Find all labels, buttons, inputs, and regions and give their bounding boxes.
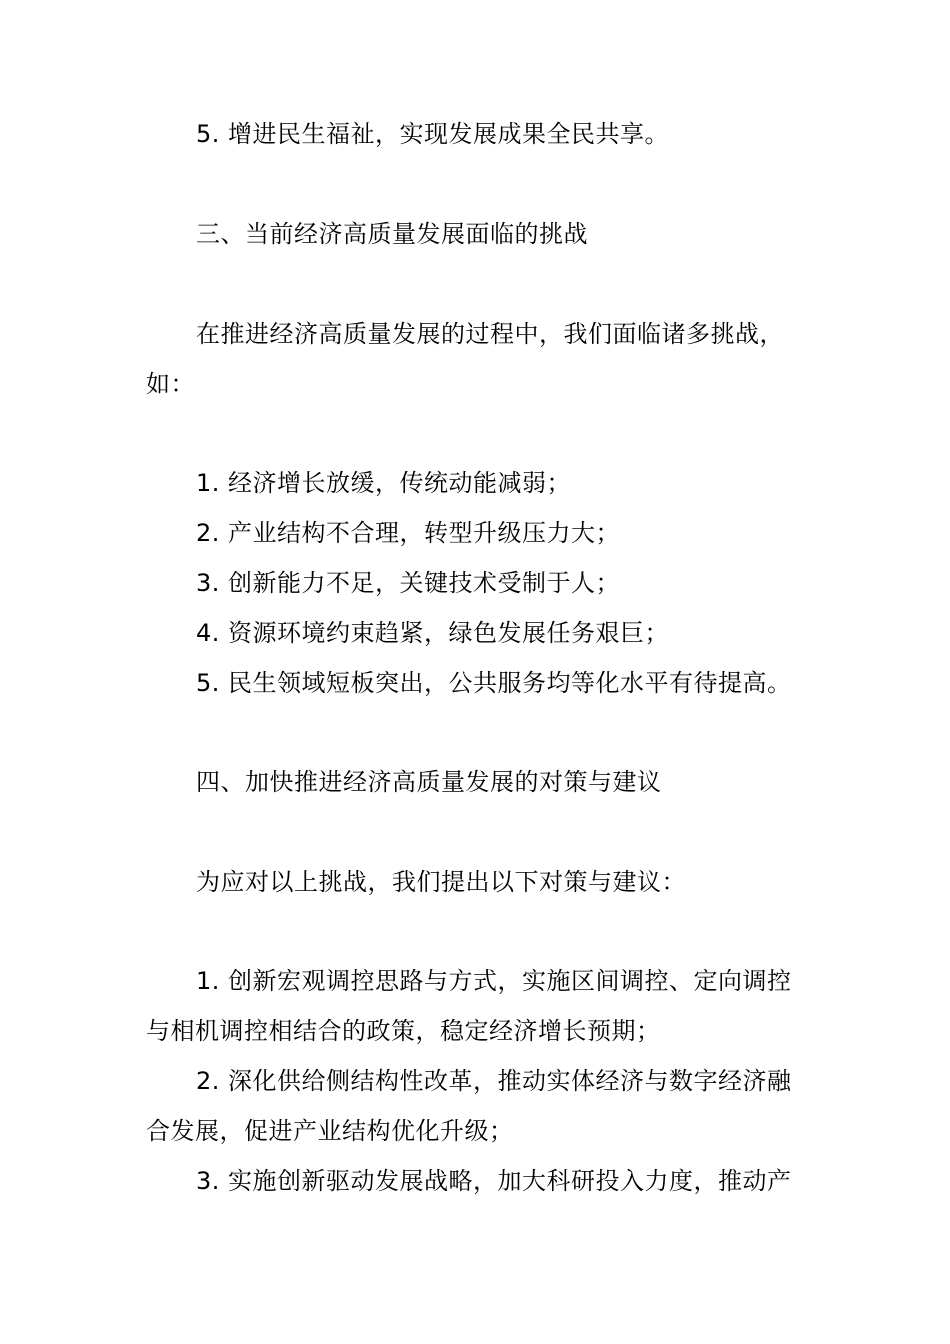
list-item-measure-2-cont: 合发展，促进产业结构优化升级； bbox=[146, 1117, 514, 1145]
paragraph-countermeasures-intro: 为应对以上挑战，我们提出以下对策与建议： bbox=[196, 868, 686, 896]
section-heading-challenges: 三、当前经济高质量发展面临的挑战 bbox=[196, 220, 588, 248]
list-item-challenge-4: 4. 资源环境约束趋紧，绿色发展任务艰巨； bbox=[196, 619, 670, 647]
list-item-measure-2: 2. 深化供给侧结构性改革，推动实体经济与数字经济融 bbox=[196, 1067, 792, 1095]
list-item-challenge-3: 3. 创新能力不足，关键技术受制于人； bbox=[196, 569, 621, 597]
list-item-challenge-1: 1. 经济增长放缓，传统动能减弱； bbox=[196, 469, 572, 497]
list-item-challenge-2: 2. 产业结构不合理，转型升级压力大； bbox=[196, 519, 621, 547]
paragraph-challenges-intro: 在推进经济高质量发展的过程中，我们面临诸多挑战， bbox=[196, 320, 784, 348]
section-heading-countermeasures: 四、加快推进经济高质量发展的对策与建议 bbox=[196, 768, 662, 796]
paragraph-challenges-intro-cont: 如： bbox=[146, 370, 195, 398]
list-item-challenge-5: 5. 民生领域短板突出，公共服务均等化水平有待提高。 bbox=[196, 669, 792, 697]
list-item-measure-1: 1. 创新宏观调控思路与方式，实施区间调控、定向调控 bbox=[196, 967, 792, 995]
list-item-goal-5: 5. 增进民生福祉，实现发展成果全民共享。 bbox=[196, 120, 670, 148]
list-item-measure-3: 3. 实施创新驱动发展战略，加大科研投入力度，推动产 bbox=[196, 1167, 792, 1195]
list-item-measure-1-cont: 与相机调控相结合的政策，稳定经济增长预期； bbox=[146, 1017, 661, 1045]
